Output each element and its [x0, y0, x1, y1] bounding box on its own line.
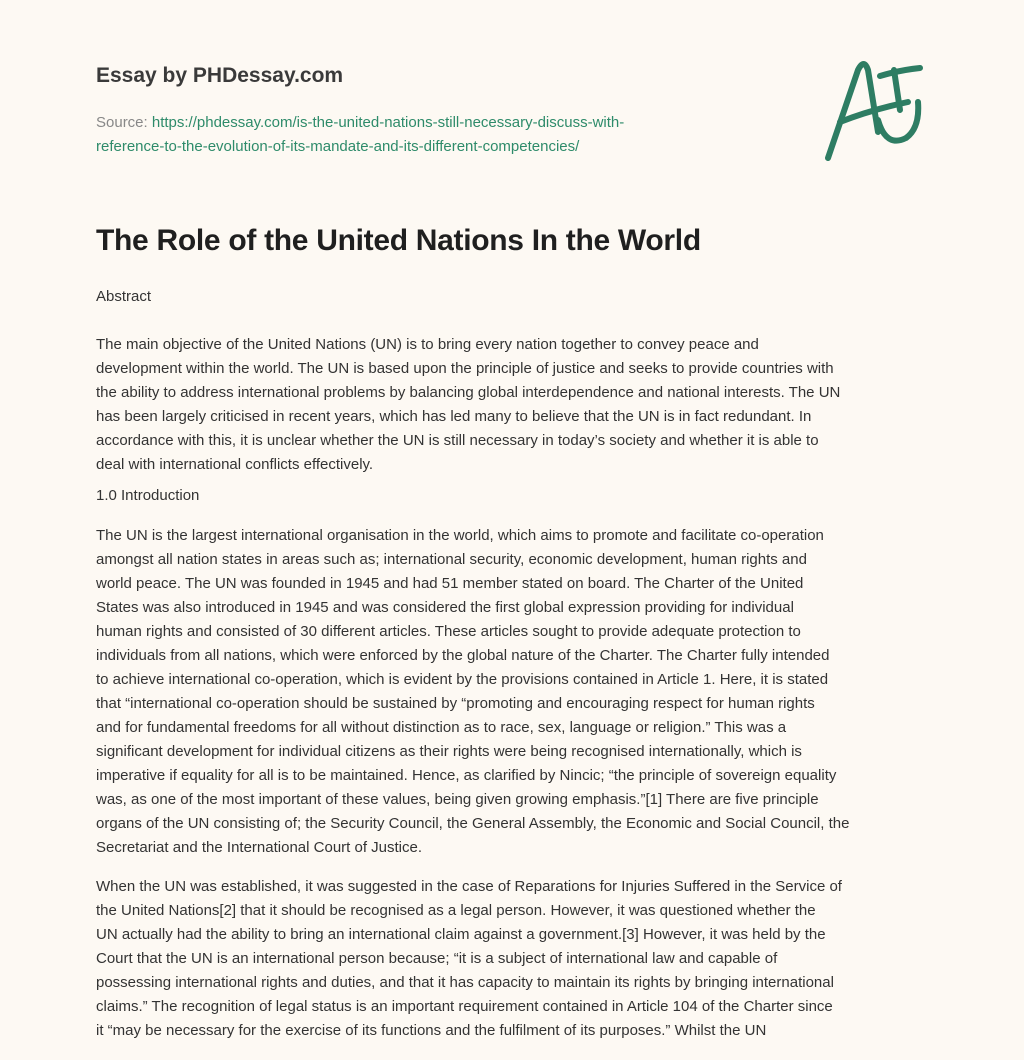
text-line: UN actually had the ability to bring an international claim against a government.[3] However, it was held by the [96, 926, 826, 943]
text-line: the ability to address international problems by balancing global interdependence and national interests. The UN [96, 384, 841, 401]
text-line: The UN is the largest international organisation in the world, which aims to promote and facilitate co-operation [96, 527, 824, 544]
text-line: possessing international rights and duties, and that it has capacity to maintain its rights by bringing international [96, 974, 834, 991]
text-line: has been largely criticised in recent years, which has led many to believe that the UN is in fact redundant. In [96, 408, 812, 425]
source-citation [96, 111, 624, 159]
source-link-line-1[interactable]: https://phdessay.com/is-the-united-nations-still-necessary-discuss-with- [151, 114, 625, 131]
text-line: human rights and consisted of 30 different articles. These articles sought to provide adequate protection to [96, 623, 801, 640]
text-line: organs of the UN consisting of; the Security Council, the General Assembly, the Economic and Social Council, the [96, 815, 850, 832]
site-title: Essay by PHDessay.com [96, 64, 344, 87]
text-line: claims.” The recognition of legal status is an important requirement contained in Article 104 of the Charter since [96, 998, 833, 1015]
source-link-line-2[interactable]: reference-to-the-evolution-of-its-mandate-and-its-different-competencies/ [96, 138, 580, 155]
text-line: that “international co-operation should be sustained by “promoting and encouraging respect for human rights [96, 695, 815, 712]
text-line: was, as one of the most important of these values, being given growing emphasis.”[1] There are five principle [96, 791, 819, 808]
a-plus-logo-icon [820, 40, 930, 165]
introduction-heading: 1.0 Introduction [96, 487, 200, 504]
text-line: imperative if equality for all is to be maintained. Hence, as clarified by Nincic; “the principle of sovereign equality [96, 767, 837, 784]
text-line: amongst all nation states in areas such as; international security, economic development, human rights and [96, 551, 807, 568]
text-line: deal with international conflicts effectively. [96, 456, 374, 473]
introduction-paragraph [96, 524, 849, 860]
text-line: to achieve international co-operation, which is evident by the provisions contained in Article 1. Here, it is stated [96, 671, 829, 688]
essay-title: The Role of the United Nations In the World [96, 224, 701, 257]
text-line: world peace. The UN was founded in 1945 and had 51 member stated on board. The Charter of the United [96, 575, 804, 592]
abstract-heading: Abstract [96, 288, 152, 305]
text-line: Court that the UN is an international person because; “it is a subject of international law and capable of [96, 950, 778, 967]
text-line: Secretariat and the International Court of Justice. [96, 839, 423, 856]
text-line: individuals from all nations, which were enforced by the global nature of the Charter. The Charter fully intended [96, 647, 830, 664]
text-line: States was also introduced in 1945 and was considered the first global expression providing for individual [96, 599, 794, 616]
text-line: it “may be necessary for the exercise of its functions and the fulfilment of its purposes.” Whilst the UN [96, 1022, 767, 1039]
text-line: significant development for individual citizens as their rights were being recognised internationally, which is [96, 743, 802, 760]
text-line: accordance with this, it is unclear whether the UN is still necessary in today’s society and whether it is able to [96, 432, 819, 449]
source-label: Source: [96, 114, 148, 131]
text-line: The main objective of the United Nations (UN) is to bring every nation together to convey peace and [96, 336, 759, 353]
text-line: When the UN was established, it was suggested in the case of Reparations for Injuries Suffered in the Service of [96, 878, 842, 895]
text-line: the United Nations[2] that it should be recognised as a legal person. However, it was questioned whether the [96, 902, 816, 919]
text-line: and for fundamental freedoms for all without distinction as to race, sex, language or religion.” This was a [96, 719, 787, 736]
abstract-paragraph [96, 333, 840, 477]
body-paragraph [96, 875, 842, 1043]
text-line: development within the world. The UN is based upon the principle of justice and seeks to provide countries with [96, 360, 834, 377]
